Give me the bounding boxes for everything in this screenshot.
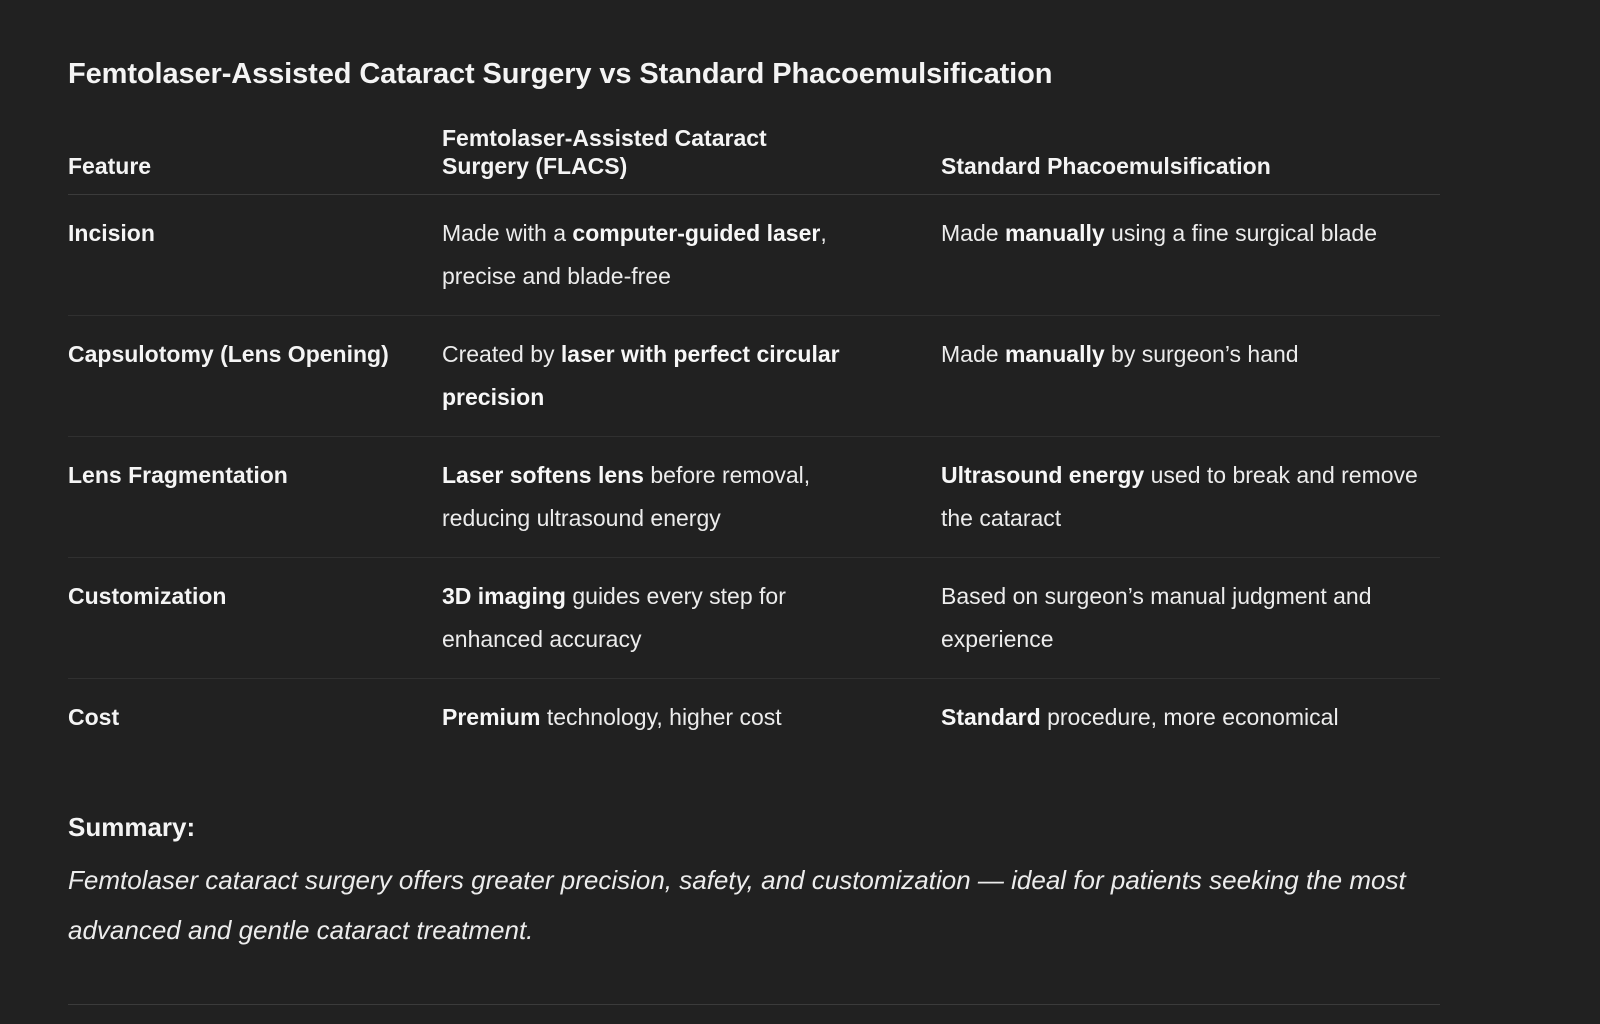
- table-row: [68, 679, 1440, 757]
- bold-text: Ultrasound energy: [941, 462, 1145, 488]
- text-span: Made with a: [442, 220, 573, 246]
- bold-text: 3D imaging: [442, 583, 566, 609]
- text-span: before removal, reducing ultrasound energy: [442, 462, 811, 531]
- bold-text: Premium: [442, 704, 541, 730]
- text-span: procedure, more economical: [1040, 704, 1339, 730]
- text-span: , precise and blade-free: [442, 220, 827, 289]
- text-span: technology, higher cost: [540, 704, 782, 730]
- text-span: Based on surgeon’s manual judgment and experience: [941, 583, 1372, 652]
- bold-text: manually: [1004, 341, 1105, 367]
- bold-text: manually: [1004, 220, 1105, 246]
- table-body: [68, 195, 1440, 757]
- cell-flacs: [442, 679, 941, 757]
- cell-standard: [941, 316, 1440, 437]
- cell-feature: Lens Fragmentation: [68, 437, 442, 558]
- bold-text: Laser softens lens: [442, 462, 644, 488]
- cell-feature: Cost: [68, 704, 120, 730]
- table-row: [68, 437, 1440, 558]
- bold-text: computer-guided laser: [572, 220, 821, 246]
- table-header-row: [68, 118, 1440, 195]
- table-header: [68, 118, 1440, 195]
- page-title: Femtolaser-Assisted Cataract Surgery vs Standard Phacoemulsification: [68, 58, 1053, 90]
- table-row: [68, 316, 1440, 437]
- cell-standard: [941, 558, 1440, 679]
- comparison-table: [68, 118, 1440, 756]
- text-span: used to break and remove the cataract: [941, 462, 1418, 531]
- cell-standard: [941, 679, 1440, 757]
- cell-standard: [941, 195, 1440, 316]
- column-header-flacs: Femtolaser-Assisted Cataract Surgery (FLACS): [442, 118, 941, 195]
- text-span: using a fine surgical blade: [1104, 220, 1377, 246]
- column-header-feature: Feature: [68, 118, 442, 195]
- cell-feature: Incision: [68, 195, 442, 316]
- cell-flacs: [442, 316, 941, 437]
- table-row: [68, 558, 1440, 679]
- summary-label: Summary:: [68, 812, 196, 842]
- bold-text: laser with perfect circular precision: [442, 341, 840, 410]
- text-span: Created by: [442, 341, 561, 367]
- column-header-standard: Standard Phacoemulsification: [941, 118, 1440, 195]
- text-span: guides every step for enhanced accuracy: [442, 583, 786, 652]
- text-span: by surgeon’s hand: [1104, 341, 1299, 367]
- text-span: Made: [941, 220, 1005, 246]
- table-row: [68, 195, 1440, 316]
- cell-feature: Customization: [68, 558, 442, 679]
- bold-text: Standard: [941, 704, 1041, 730]
- text-span: Made: [941, 341, 1005, 367]
- divider: [68, 1004, 1440, 1005]
- cell-feature: Capsulotomy (Lens Opening): [68, 316, 442, 437]
- cell-standard: [941, 437, 1440, 558]
- cell-flacs: [442, 558, 941, 679]
- cell-flacs: [442, 195, 941, 316]
- summary-text: Femtolaser cataract surgery offers greater precision, safety, and customization — ideal for patients seeking the most advanced and gentle cataract treatment.: [68, 865, 1406, 945]
- cell-flacs: [442, 437, 941, 558]
